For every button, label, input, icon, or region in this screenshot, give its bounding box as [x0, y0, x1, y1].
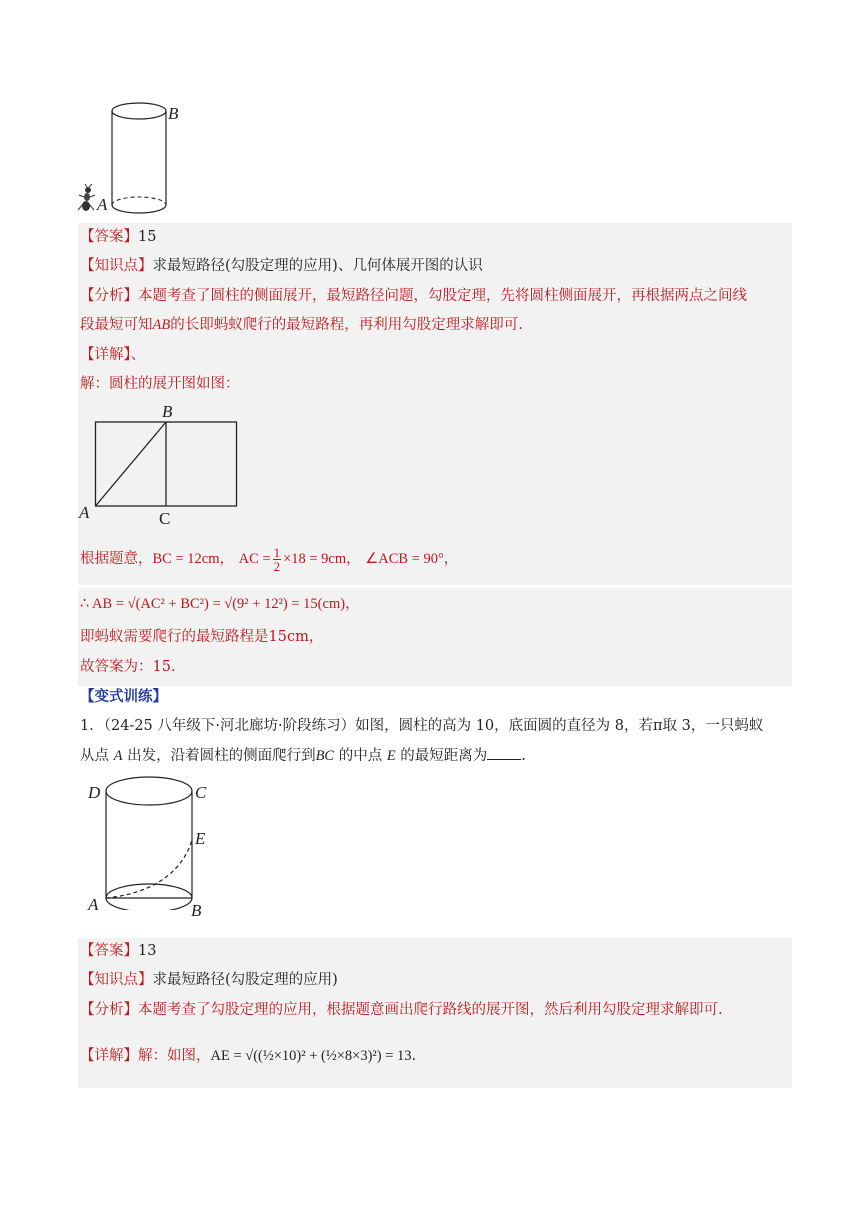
fig2-label-c: C [159, 509, 171, 528]
q-text-c: 的中点 [338, 748, 383, 764]
question-line-1: 1．（24-25 八年级下·河北廊坊·阶段练习）如图，圆柱的高为 10，底面圆的直径为 8，若π取 3，一只蚂蚁 [80, 718, 764, 734]
ab-suffix: ， [345, 596, 360, 612]
detail2-end: . [411, 1048, 417, 1064]
variant-heading: 【变式训练】 [80, 688, 167, 705]
analysis-text-2b: 的长即蚂蚁爬行的最短路程，再利用勾股定理求解即可. [170, 317, 523, 333]
fig2-label-b: B [162, 402, 173, 421]
analysis-line-2 [80, 315, 523, 335]
detail2-prefix: 解：如图， [138, 1048, 211, 1064]
analysis-tag: 【分析】 [80, 288, 138, 304]
answer-line [80, 227, 156, 247]
given-prefix: 根据题意， [80, 551, 153, 567]
q-text-b: 出发，沿着圆柱的侧面爬行到 [127, 748, 316, 764]
final-answer-line: 故答案为：15. [80, 659, 176, 675]
fig3-label-c: C [195, 783, 207, 802]
ae-equation: AE = √((½×10)² + (½×8×3)²) = 13 [210, 1048, 412, 1064]
answer2-value: 13 [138, 943, 157, 959]
ac-fraction [273, 546, 282, 573]
bc-equation: BC = 12cm [152, 551, 220, 567]
fig3-label-a: A [88, 895, 99, 914]
knowledge2-tag: 【知识点】 [80, 972, 153, 988]
analysis-var-ab: AB [152, 317, 171, 333]
sep-1: ， [219, 551, 234, 567]
angle-equation: ∠ACB = 90° [365, 551, 444, 567]
ab-equation-line [80, 594, 360, 614]
conclusion-line: 即蚂蚁需要爬行的最短路程是15cm， [80, 629, 324, 645]
ab-equation: ∴ AB = √(AC² + BC²) = √(9² + 12²) = 15(cm) [80, 596, 346, 612]
detail2-tag: 【详解】 [80, 1048, 138, 1064]
knowledge2-text: 求最短路径(勾股定理的应用) [152, 972, 338, 988]
answer-value: 15 [138, 229, 157, 245]
analysis2-text: 本题考查了勾股定理的应用，根据题意画出爬行路线的展开图，然后利用勾股定理求解即可. [138, 1002, 723, 1018]
fig1-label-b: B [168, 104, 179, 123]
detail-line [80, 345, 145, 365]
given-line [80, 544, 458, 574]
fig3-label-e: E [195, 829, 206, 848]
detail-text: 、 [130, 347, 146, 363]
fig3-label-d: D [88, 783, 101, 802]
ac-equation-lhs: AC = [238, 551, 271, 567]
knowledge-line [80, 256, 483, 276]
ac-frac-num: 1 [273, 544, 281, 560]
analysis2-tag: 【分析】 [80, 1002, 138, 1018]
analysis-text-2a: 段最短可知 [80, 317, 153, 333]
cylinder-figure-2 [100, 770, 200, 910]
analysis-line-1 [80, 286, 747, 306]
detail-tag: 【详解】 [80, 347, 131, 363]
q-var-e: E [386, 748, 396, 764]
analysis2-line [80, 1000, 723, 1020]
ac-frac-den: 2 [273, 558, 281, 574]
answer-blank [487, 759, 521, 760]
fig3-label-b: B [191, 901, 202, 920]
q-text-d: 的最短距离为 [400, 748, 488, 764]
analysis-text-1: 本题考查了圆柱的侧面展开，最短路径问题，勾股定理，先将圆柱侧面展开，再根据两点之间线 [138, 288, 747, 304]
solve-line: 解：圆柱的展开图如图： [80, 376, 240, 392]
q-var-bc: BC [315, 748, 335, 764]
answer-tag: 【答案】 [80, 229, 138, 245]
answer2-tag: 【答案】 [80, 943, 138, 959]
answer-panel-1 [78, 223, 792, 585]
detail2-line [80, 1046, 416, 1066]
answer2-line [80, 941, 156, 961]
q-text-a: 从点 [80, 748, 109, 764]
sep-3: ， [443, 551, 459, 567]
q-end: . [521, 748, 526, 764]
ac-equation-rhs: ×18 = 9cm [283, 551, 347, 567]
sep-2: ， [346, 551, 361, 567]
q-var-a: A [113, 748, 123, 764]
fig1-label-a: A [97, 195, 108, 214]
knowledge-tag: 【知识点】 [80, 258, 153, 274]
ant-icon [77, 184, 97, 214]
fig2-label-a: A [79, 503, 90, 522]
question-line-2 [80, 746, 526, 766]
knowledge-text: 求最短路径(勾股定理的应用)、几何体展开图的认识 [152, 258, 483, 274]
unfold-figure [94, 420, 240, 510]
knowledge2-line [80, 970, 338, 990]
